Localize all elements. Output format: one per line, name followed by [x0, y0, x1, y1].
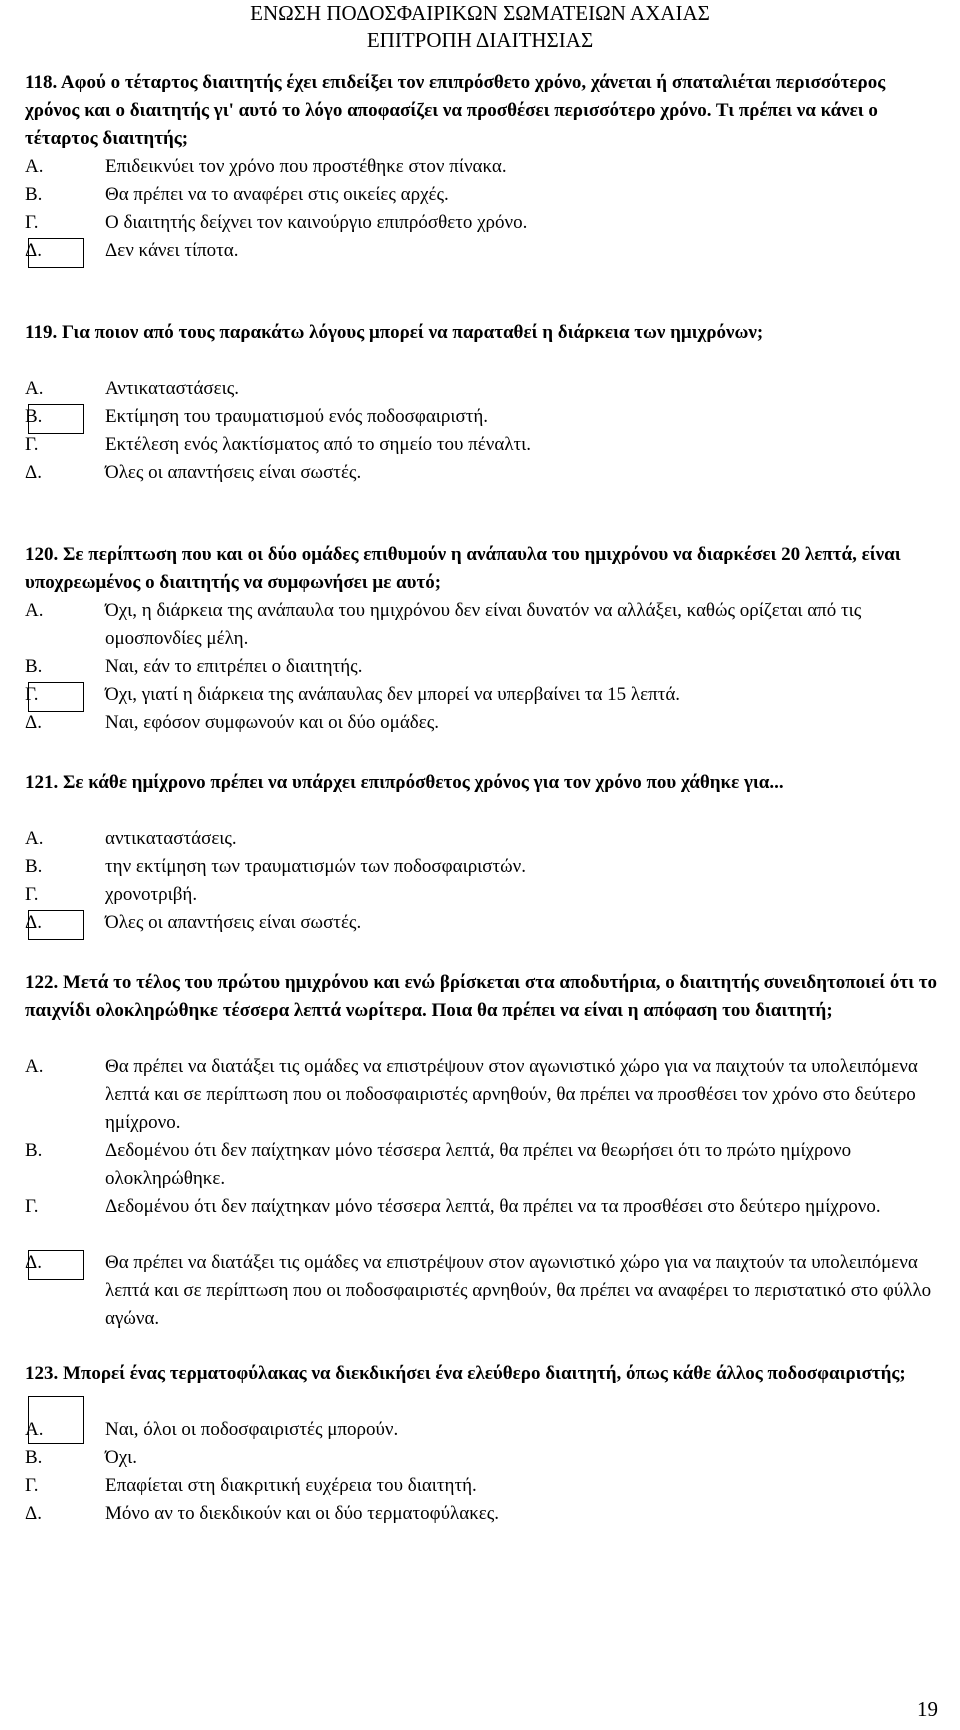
answer-letter: Γ.	[25, 434, 39, 455]
answer-text: Μόνο αν το διεκδικούν και οι δύο τερματοφύλακες.	[105, 1503, 500, 1524]
answer-text: Ναι, εφόσον συμφωνούν και οι δύο ομάδες.	[105, 712, 440, 733]
answer-text: Δεν κάνει τίποτα.	[105, 240, 239, 261]
question-123-answer-a	[25, 1416, 940, 1444]
question-119-answer-d	[25, 459, 940, 487]
answer-letter: Γ.	[25, 884, 39, 905]
answer-text: Δεδομένου ότι δεν παίχτηκαν μόνο τέσσερα λεπτά, θα πρέπει να θεωρήσει ότι το πρώτο ημίχρονο ολοκληρώθηκε.	[105, 1140, 852, 1189]
answer-text: αντικαταστάσεις.	[105, 828, 237, 849]
answer-letter: Β.	[25, 656, 43, 677]
answer-text: Όχι, γιατί η διάρκεια της ανάπαυλας δεν μπορεί να υπερβαίνει τα 15 λεπτά.	[105, 684, 681, 705]
answer-text: Επιδεικνύει τον χρόνο που προστέθηκε στον πίνακα.	[105, 156, 507, 177]
answer-letter: Β.	[25, 1140, 43, 1161]
answer-letter: Γ.	[25, 1475, 39, 1496]
answer-letter: Δ.	[25, 712, 42, 733]
answer-letter: Δ.	[25, 462, 42, 483]
answer-text: Όχι.	[105, 1447, 138, 1468]
question-118-answer-c	[25, 209, 940, 237]
question-122-answer-c	[25, 1193, 940, 1221]
question-119-answer-b	[25, 403, 940, 431]
header-committee-name: ΕΠΙΤΡΟΠΗ ΔΙΑΙΤΗΣΙΑΣ	[366, 28, 594, 52]
question-123-answer-d	[25, 1500, 940, 1528]
question-120-answer-d	[25, 709, 940, 737]
answer-text: Όχι, η διάρκεια της ανάπαυλα του ημιχρόνου δεν είναι δυνατόν να αλλάξει, καθώς ορίζεται από τις ομοσπονδίες μέλη.	[105, 600, 862, 649]
answer-letter: Α.	[25, 828, 44, 849]
answer-letter: Α.	[25, 156, 44, 177]
answer-letter: Β.	[25, 406, 43, 427]
question-119-text: 119. Για ποιον από τους παρακάτω λόγους μπορεί να παραταθεί η διάρκεια των ημιχρόνων;	[25, 322, 764, 343]
answer-text: Ναι, εάν το επιτρέπει ο διαιτητής.	[105, 656, 363, 677]
answer-text: χρονοτριβή.	[105, 884, 198, 905]
answer-letter: Δ.	[25, 1252, 42, 1273]
answer-text: Εκτέλεση ενός λακτίσματος από το σημείο του πέναλτι.	[105, 434, 532, 455]
header-federation-name: ΕΝΩΣΗ ΠΟΔΟΣΦΑΙΡΙΚΩΝ ΣΩΜΑΤΕΙΩΝ ΑΧΑΙΑΣ	[250, 1, 710, 25]
answer-letter: Δ.	[25, 240, 42, 261]
page-number: 19	[917, 1697, 938, 1721]
answer-text: Όλες οι απαντήσεις είναι σωστές.	[105, 912, 362, 933]
question-123-answer-c	[25, 1472, 940, 1500]
answer-text: Όλες οι απαντήσεις είναι σωστές.	[105, 462, 362, 483]
question-121-answer-d	[25, 909, 940, 937]
answer-text: Επαφίεται στη διακριτική ευχέρεια του διαιτητή.	[105, 1475, 477, 1496]
question-121-answer-b	[25, 853, 940, 881]
answer-letter: Γ.	[25, 212, 39, 233]
question-119-answer-a	[25, 375, 940, 403]
question-120-text: 120. Σε περίπτωση που και οι δύο ομάδες επιθυμούν η ανάπαυλα του ημιχρόνου να διαρκέσει 20 λεπτά, είναι υποχρεωμένος ο διαιτητής να συμφωνήσει με αυτό;	[25, 544, 901, 593]
answer-text: Δεδομένου ότι δεν παίχτηκαν μόνο τέσσερα λεπτά, θα πρέπει να τα προσθέσει στο δεύτερο ημίχρονο.	[105, 1196, 881, 1217]
question-120-answer-b	[25, 653, 940, 681]
answer-letter: Δ.	[25, 912, 42, 933]
answer-letter: Α.	[25, 1056, 44, 1077]
question-122-text: 122. Μετά το τέλος του πρώτου ημιχρόνου και ενώ βρίσκεται στα αποδυτήρια, ο διαιτητής συνειδητοποιεί ότι το παιχνίδι ολοκληρώθηκε τέσσερα λεπτά νωρίτερα. Ποια θα πρέπει να είναι η απόφαση του διαιτητή;	[25, 972, 937, 1021]
question-123-text: 123. Μπορεί ένας τερματοφύλακας να διεκδικήσει ένα ελεύθερο διαιτητή, όπως κάθε άλλος ποδοσφαιριστής;	[25, 1363, 906, 1384]
answer-text: Θα πρέπει να διατάξει τις ομάδες να επιστρέψουν στον αγωνιστικό χώρο για να παιχτούν τα υπολειπόμενα λεπτά και σε περίπτωση που οι ποδοσφαιριστές αρνηθούν, θα πρέπει να προσθέσει τον χρόνο στο δεύτερο ημίχρονο.	[105, 1056, 918, 1133]
question-118-answer-d	[25, 237, 940, 265]
answer-letter: Α.	[25, 378, 44, 399]
answer-letter: Γ.	[25, 684, 39, 705]
answer-text: Θα πρέπει να διατάξει τις ομάδες να επιστρέψουν στον αγωνιστικό χώρο για να παιχτούν τα υπολειπόμενα λεπτά και σε περίπτωση που οι ποδοσφαιριστές αρνηθούν, θα πρέπει να αναφέρει το περιστατικό στο φύλλο αγώνα.	[105, 1252, 932, 1329]
question-120-answer-c	[25, 681, 940, 709]
question-122-answer-d	[25, 1249, 940, 1333]
question-123-answer-b	[25, 1444, 940, 1472]
question-122-answer-a	[25, 1053, 940, 1137]
question-118-answer-b	[25, 181, 940, 209]
question-118-text: 118. Αφού ο τέταρτος διαιτητής έχει επιδείξει τον επιπρόσθετο χρόνο, χάνεται ή σπαταλιέται περισσότερος χρόνος και ο διαιτητής γι' αυτό το λόγο αποφασίζει να προσθέσει περισσότερο χρόνο. Τι πρέπει να κάνει ο τέταρτος διαιτητής;	[25, 72, 886, 149]
answer-text: Θα πρέπει να το αναφέρει στις οικείες αρχές.	[105, 184, 449, 205]
question-118-answer-a	[25, 153, 940, 181]
answer-letter: Δ.	[25, 1503, 42, 1524]
answer-letter: Β.	[25, 184, 43, 205]
question-121-text: 121. Σε κάθε ημίχρονο πρέπει να υπάρχει επιπρόσθετος χρόνος για τον χρόνο που χάθηκε για...	[25, 772, 784, 793]
answer-letter: Β.	[25, 1447, 43, 1468]
answer-letter: Α.	[25, 1419, 44, 1440]
answer-text: Αντικαταστάσεις.	[105, 378, 240, 399]
answer-text: Εκτίμηση του τραυματισμού ενός ποδοσφαιριστή.	[105, 406, 489, 427]
question-121-answer-a	[25, 825, 940, 853]
answer-text: την εκτίμηση των τραυματισμών των ποδοσφαιριστών.	[105, 856, 527, 877]
question-121-answer-c	[25, 881, 940, 909]
question-119-answer-c	[25, 431, 940, 459]
answer-text: Ο διαιτητής δείχνει τον καινούργιο επιπρόσθετο χρόνο.	[105, 212, 528, 233]
question-122-answer-b	[25, 1137, 940, 1193]
answer-letter: Β.	[25, 856, 43, 877]
answer-letter: Α.	[25, 600, 44, 621]
answer-text: Ναι, όλοι οι ποδοσφαιριστές μπορούν.	[105, 1419, 399, 1440]
answer-letter: Γ.	[25, 1196, 39, 1217]
question-120-answer-a	[25, 597, 940, 653]
